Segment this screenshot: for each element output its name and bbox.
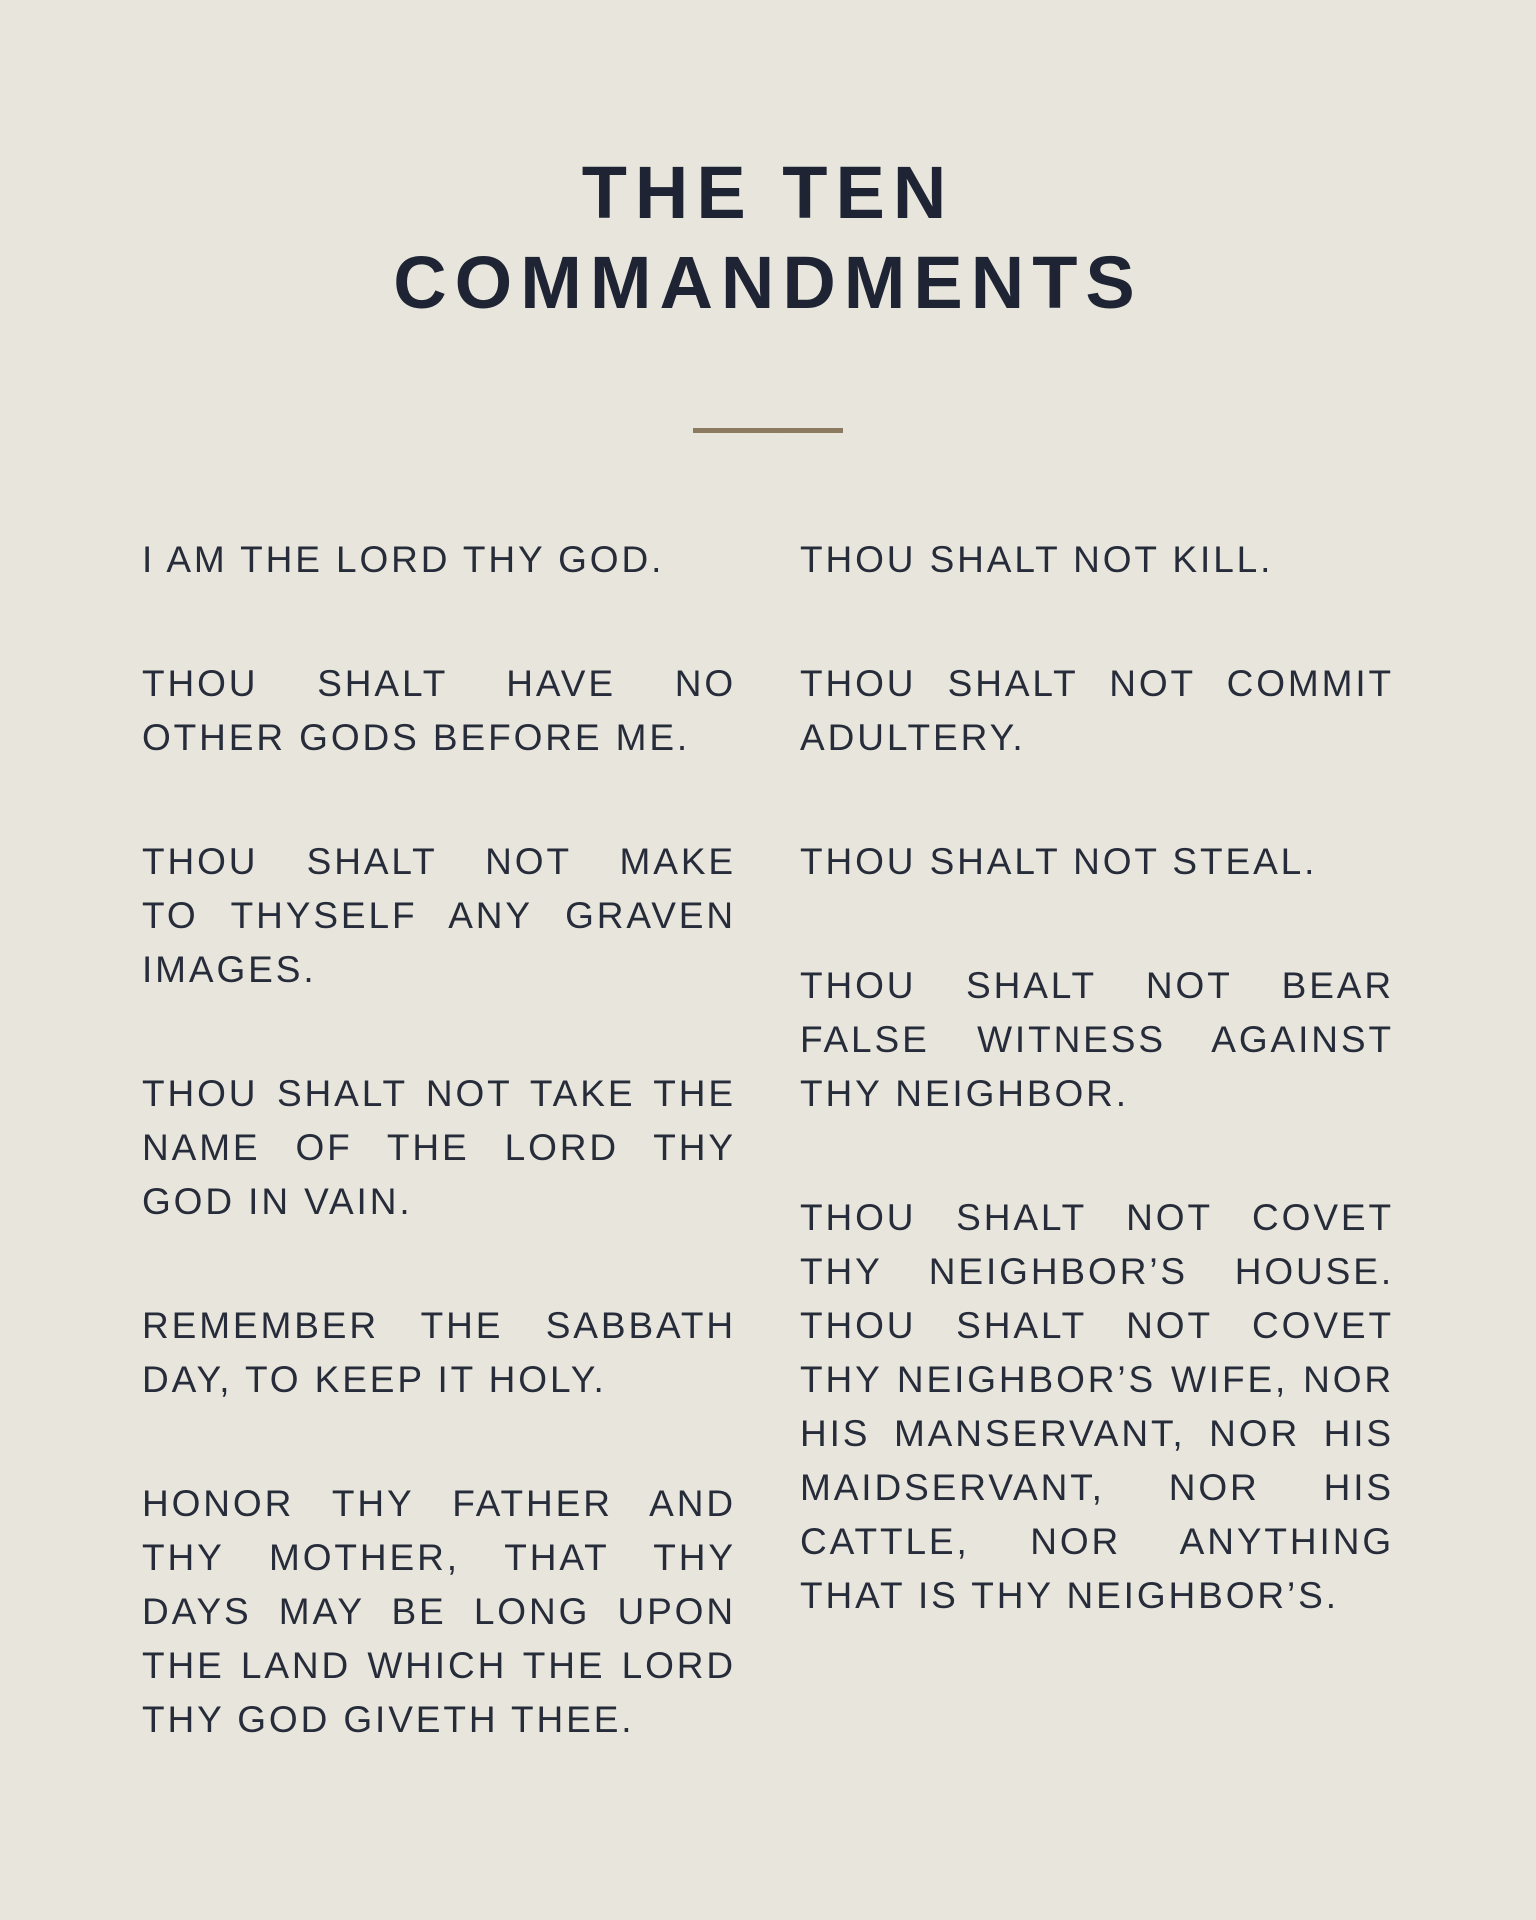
commandment-line: GOD IN VAIN. bbox=[142, 1181, 413, 1222]
commandment-line: THOU SHALT NOT KILL. bbox=[800, 539, 1274, 580]
commandment-paragraph bbox=[142, 533, 736, 587]
commandment-line: THAT IS THY NEIGHBOR’S. bbox=[800, 1575, 1339, 1616]
commandment-paragraph bbox=[800, 835, 1394, 889]
commandment-line: MAIDSERVANT, NOR HIS bbox=[800, 1467, 1394, 1508]
commandment-line: I AM THE LORD THY GOD. bbox=[142, 539, 665, 580]
commandment-line: FALSE WITNESS AGAINST bbox=[800, 1019, 1394, 1060]
commandment-line: TO THYSELF ANY GRAVEN bbox=[142, 895, 736, 936]
commandment-line: THOU SHALT NOT TAKE THE bbox=[142, 1073, 736, 1114]
commandment-line: CATTLE, NOR ANYTHING bbox=[800, 1521, 1394, 1562]
commandment-paragraph bbox=[142, 1299, 736, 1407]
commandment-line: THOU SHALT NOT STEAL. bbox=[800, 841, 1318, 882]
divider-rule bbox=[693, 428, 843, 433]
commandment-line: THOU SHALT NOT MAKE bbox=[142, 841, 736, 882]
commandment-line: HONOR THY FATHER AND bbox=[142, 1483, 736, 1524]
commandment-paragraph bbox=[800, 657, 1394, 765]
commandment-line: REMEMBER THE SABBATH bbox=[142, 1305, 736, 1346]
poster-title-line-1: THE TEN bbox=[581, 151, 955, 234]
commandment-line: THE LAND WHICH THE LORD bbox=[142, 1645, 736, 1686]
commandment-line: HIS MANSERVANT, NOR HIS bbox=[800, 1413, 1394, 1454]
commandment-paragraph bbox=[142, 657, 736, 765]
commandment-line: THOU SHALT NOT BEAR bbox=[800, 965, 1394, 1006]
column-right bbox=[800, 533, 1394, 1817]
commandment-line: THOU SHALT HAVE NO bbox=[142, 663, 736, 704]
commandment-line: THOU SHALT NOT COVET bbox=[800, 1305, 1394, 1346]
commandment-paragraph bbox=[800, 1191, 1394, 1623]
commandment-line: THY NEIGHBOR. bbox=[800, 1073, 1129, 1114]
commandment-line: THY MOTHER, THAT THY bbox=[142, 1537, 736, 1578]
commandment-line: THY NEIGHBOR’S HOUSE. bbox=[800, 1251, 1394, 1292]
commandment-line: ADULTERY. bbox=[800, 717, 1026, 758]
commandment-line: THOU SHALT NOT COMMIT bbox=[800, 663, 1394, 704]
commandment-line: DAYS MAY BE LONG UPON bbox=[142, 1591, 736, 1632]
commandment-line: IMAGES. bbox=[142, 949, 317, 990]
commandment-line: THY GOD GIVETH THEE. bbox=[142, 1699, 635, 1740]
commandment-line: NAME OF THE LORD THY bbox=[142, 1127, 736, 1168]
commandment-paragraph bbox=[142, 1067, 736, 1229]
poster-title bbox=[258, 148, 1278, 328]
commandment-paragraph bbox=[142, 1477, 736, 1747]
commandment-line: DAY, TO KEEP IT HOLY. bbox=[142, 1359, 607, 1400]
commandment-paragraph bbox=[800, 959, 1394, 1121]
commandment-line: THOU SHALT NOT COVET bbox=[800, 1197, 1394, 1238]
commandment-paragraph bbox=[142, 835, 736, 997]
commandment-line: THY NEIGHBOR’S WIFE, NOR bbox=[800, 1359, 1394, 1400]
commandments-columns bbox=[0, 533, 1536, 1817]
commandment-line: OTHER GODS BEFORE ME. bbox=[142, 717, 691, 758]
column-left bbox=[142, 533, 736, 1817]
poster-title-line-2: COMMANDMENTS bbox=[393, 241, 1143, 324]
poster-content bbox=[0, 148, 1536, 1817]
commandment-paragraph bbox=[800, 533, 1394, 587]
